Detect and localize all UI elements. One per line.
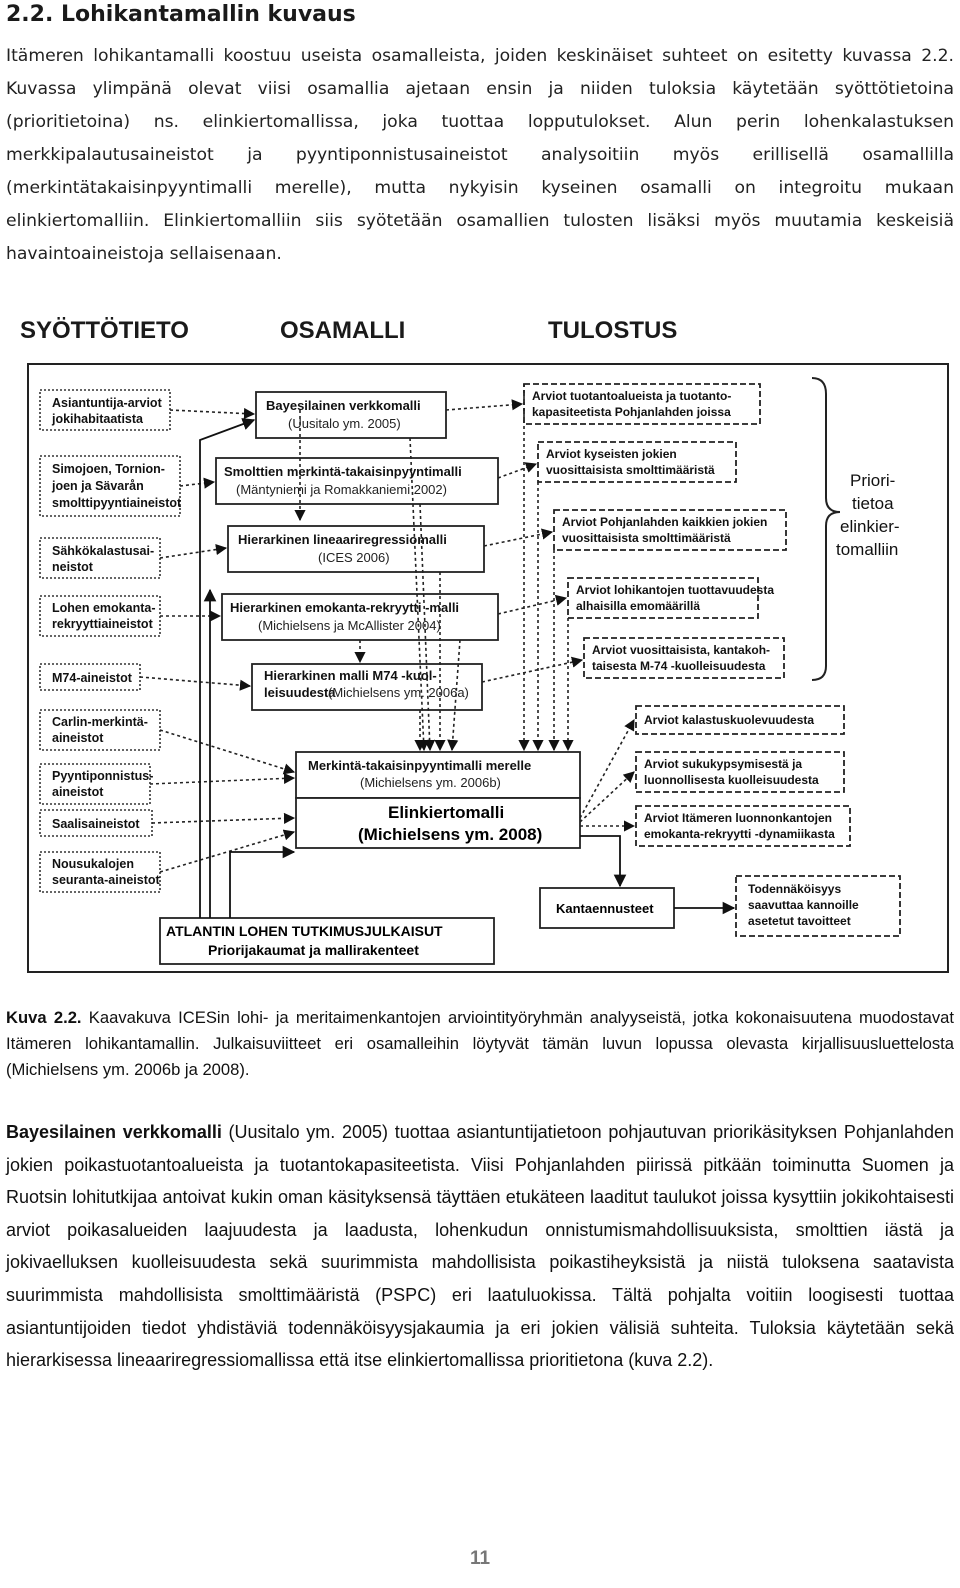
- model-6-ref: (Michielsens ym. 2006b): [360, 775, 501, 790]
- model-6-title: Merkintä-takaisinpyyntimalli merelle: [308, 758, 532, 773]
- prior-label-line-4: tomalliin: [836, 540, 899, 559]
- forecast-label: Kantaennusteet: [556, 901, 654, 916]
- prior-label-line-3: elinkier-: [840, 517, 900, 536]
- input-label-1-line-2: jokihabitaatista: [52, 412, 143, 426]
- figure-caption: [6, 1005, 954, 1083]
- model-1-title: Bayesilainen verkkomalli: [266, 398, 421, 413]
- output-8-line-1: Arviot Itämeren luonnonkantojen: [644, 811, 833, 825]
- output-labels: [532, 389, 859, 928]
- caption-label: Kuva 2.2.: [6, 1008, 82, 1027]
- model-2-ref: (Mäntyniemi ja Romakkaniemi 2002): [236, 482, 447, 497]
- output-8-line-2: emokanta-rekryytti -dynamiikasta: [644, 827, 835, 841]
- input-label-5-line-1: M74-aineistot: [52, 671, 132, 685]
- input-label-1-line-1: Asiantuntija-arviot: [52, 396, 162, 410]
- model-5-title-line-1: Hierarkinen malli M74 -kuol-: [264, 668, 437, 683]
- prior-bracket: [812, 378, 840, 680]
- footer-line-2: Priorijakaumat ja mallirakenteet: [208, 942, 419, 958]
- output-6-line-1: Arviot kalastuskuolevuudesta: [644, 713, 815, 727]
- output-3-line-1: Arviot Pohjanlahden kaikkien jokien: [562, 515, 768, 529]
- model-4-ref: (Michielsens ja McAllister 2004): [258, 618, 441, 633]
- body-text: (Uusitalo ym. 2005) tuottaa asiantuntijatietoon pohjautuvan priorikäsityksen Pohjanlahden jokien poikastuotantoalueista ja tuotantokapasiteetista. Viisi Pohjanlahden piirissä pitkään toiminutta Suomen ja Ruotsin lohitutkijaa antoivat kukin oman käsityksensä täyttäen etukäteen laaditut taulukot joissa kysyttiin jokikohtaisesti arviot poikasalueiden laajuudesta ja laadusta, lohenkudun onnistumismahdollisuuksista, smolttien iästä ja jokivaelluksen kuolleisuudesta sekä suurimmista mahdollisista poikastiheyksistä ja niistä tuloksena saatavista suurimmista mahdollisista smolttimääristä (PSPC) eri laatuluokissa. Tältä pohjalta voitiin loogisesti tuottaa asiantuntijoiden tiedot yhdistäviä todennäköisyysjakaumia ja eri jokien välisiä suhteita. Tuloksia käytetään sekä hierarkisessa lineaariregressiomallissa että itse elinkiertomallissa prioritietona (kuva 2.2).: [6, 1122, 954, 1371]
- input-label-7-line-1: Pyyntiponnistus-: [52, 769, 154, 783]
- prior-label-line-2: tietoa: [852, 494, 894, 513]
- page-number: 11: [469, 1548, 491, 1569]
- column-model-heading: OSAMALLI: [280, 317, 406, 344]
- input-label-2-line-1: Simojoen, Tornion-: [52, 462, 165, 476]
- lifecycle-ref-text: Michielsens ym. 2008): [363, 825, 543, 844]
- input-labels: [51, 396, 182, 887]
- input-label-4-line-1: Lohen emokanta-: [52, 601, 156, 615]
- column-input-heading: SYÖTTÖTIETO: [20, 317, 189, 344]
- input-label-3-line-2: neistot: [52, 560, 93, 574]
- output-4-line-1: Arviot lohikantojen tuottavuudesta: [576, 583, 775, 597]
- input-label-2-line-3: smolttipyyntiaineistot: [52, 496, 182, 510]
- input-label-8-line-1: Saalisaineistot: [52, 817, 140, 831]
- model-1-ref: (Uusitalo ym. 2005): [288, 416, 401, 431]
- input-label-6-line-1: Carlin-merkintä-: [52, 715, 148, 729]
- output-4-line-2: alhaisilla emomäärillä: [576, 599, 701, 613]
- model-3-title: Hierarkinen lineaariregressiomalli: [238, 532, 447, 547]
- input-label-9-line-2: seuranta-aineistot: [52, 873, 160, 887]
- output-5-line-1: Arviot vuosittaisista, kantakoh-: [592, 643, 771, 657]
- model-3-ref: (ICES 2006): [318, 550, 390, 565]
- output-3-line-2: vuosittaisista smolttimääristä: [562, 531, 731, 545]
- output-5-line-2: taisesta M-74 -kuolleisuudesta: [592, 659, 766, 673]
- lifecycle-ref: [358, 825, 542, 844]
- model-2-title: Smolttien merkintä-takaisinpyyntimalli: [224, 464, 462, 479]
- body-paragraph: [6, 1116, 954, 1377]
- lifecycle-title: Elinkiertomalli: [388, 803, 505, 822]
- input-label-4-line-2: rekryyttiaineistot: [52, 617, 153, 631]
- output-7-line-2: luonnollisesta kuolleisuudesta: [644, 773, 819, 787]
- probability-line-2: saavuttaa kannoille: [748, 898, 859, 912]
- model-5-ref: (Michielsens ym. 2006a): [328, 685, 469, 700]
- output-2-line-2: vuosittaisista smolttimääristä: [546, 463, 715, 477]
- output-1-line-2: kapasiteetista Pohjanlahden joissa: [532, 405, 731, 419]
- column-output-heading: TULOSTUS: [548, 317, 678, 344]
- output-7-line-1: Arviot sukukypsymisestä ja: [644, 757, 803, 771]
- output-1-line-1: Arviot tuotantoalueista ja tuotanto-: [532, 389, 732, 403]
- output-2-line-1: Arviot kyseisten jokien: [546, 447, 677, 461]
- model-labels: [166, 398, 654, 958]
- footer-line-1: ATLANTIN LOHEN TUTKIMUSJULKAISUT: [166, 923, 443, 939]
- prior-label-line-1: Priori-: [850, 471, 896, 490]
- input-label-7-line-2: aineistot: [52, 785, 104, 799]
- caption-text: Kaavakuva ICESin lohi- ja meritaimenkantojen arviointityöryhmän analyyseistä, jotka kokonaisuutena muodostavat Itämeren lohikantamallin. Julkaisuviitteet eri osamalleihin löytyvät tämän luvun lopussa olevasta kirjallisuusluettelosta (Michielsens ym. 2006b ja 2008).: [6, 1008, 954, 1079]
- intro-text-1: Itämeren lohikantamalli koostuu useista osamalleista, joiden keskinäiset suhteet on esitetty kuvassa 2.2. Kuvassa ylimpänä olevat viisi osamallia ajetaan ensin ja niiden tuloksia käytetään syöttötietoina (prioritietoina) ns. elinkiertomallissa, joka tuottaa lopputulokset.: [6, 46, 954, 132]
- input-label-6-line-2: aineistot: [52, 731, 104, 745]
- body-lead: Bayesilainen verkkomalli: [6, 1122, 222, 1142]
- input-label-2-line-2: joen ja Sävarån: [52, 479, 144, 493]
- input-label-9-line-1: Nousukalojen: [52, 857, 134, 871]
- intro-text-2: Alun perin lohenkalastuksen merkkipalautusaineistot ja pyyntiponnistusaineistot analysoitiin myös erillisellä osamallilla (merkintätakaisinpyyntimalli merelle), mutta nykyisin kyseinen osamalli on integroitu mukaan elinkiertomalliin. Elinkiertomalliin siis syötetään osamallien tulosten lisäksi myös muutamia keskeisiä havaintoaineistoja sellaisenaan.: [6, 112, 954, 264]
- input-label-3-line-1: Sähkökalastusai-: [52, 544, 155, 558]
- probability-line-1: Todennäköisyys: [748, 882, 842, 896]
- lifecycle-ref-open: (: [358, 825, 364, 844]
- section-heading: 2.2. Lohikantamallin kuvaus: [6, 2, 356, 27]
- model-4-title: Hierarkinen emokanta-rekryytti -malli: [230, 600, 460, 615]
- probability-line-3: asetetut tavoitteet: [748, 914, 851, 928]
- model-5-title-line-2: leisuudesta: [264, 685, 336, 700]
